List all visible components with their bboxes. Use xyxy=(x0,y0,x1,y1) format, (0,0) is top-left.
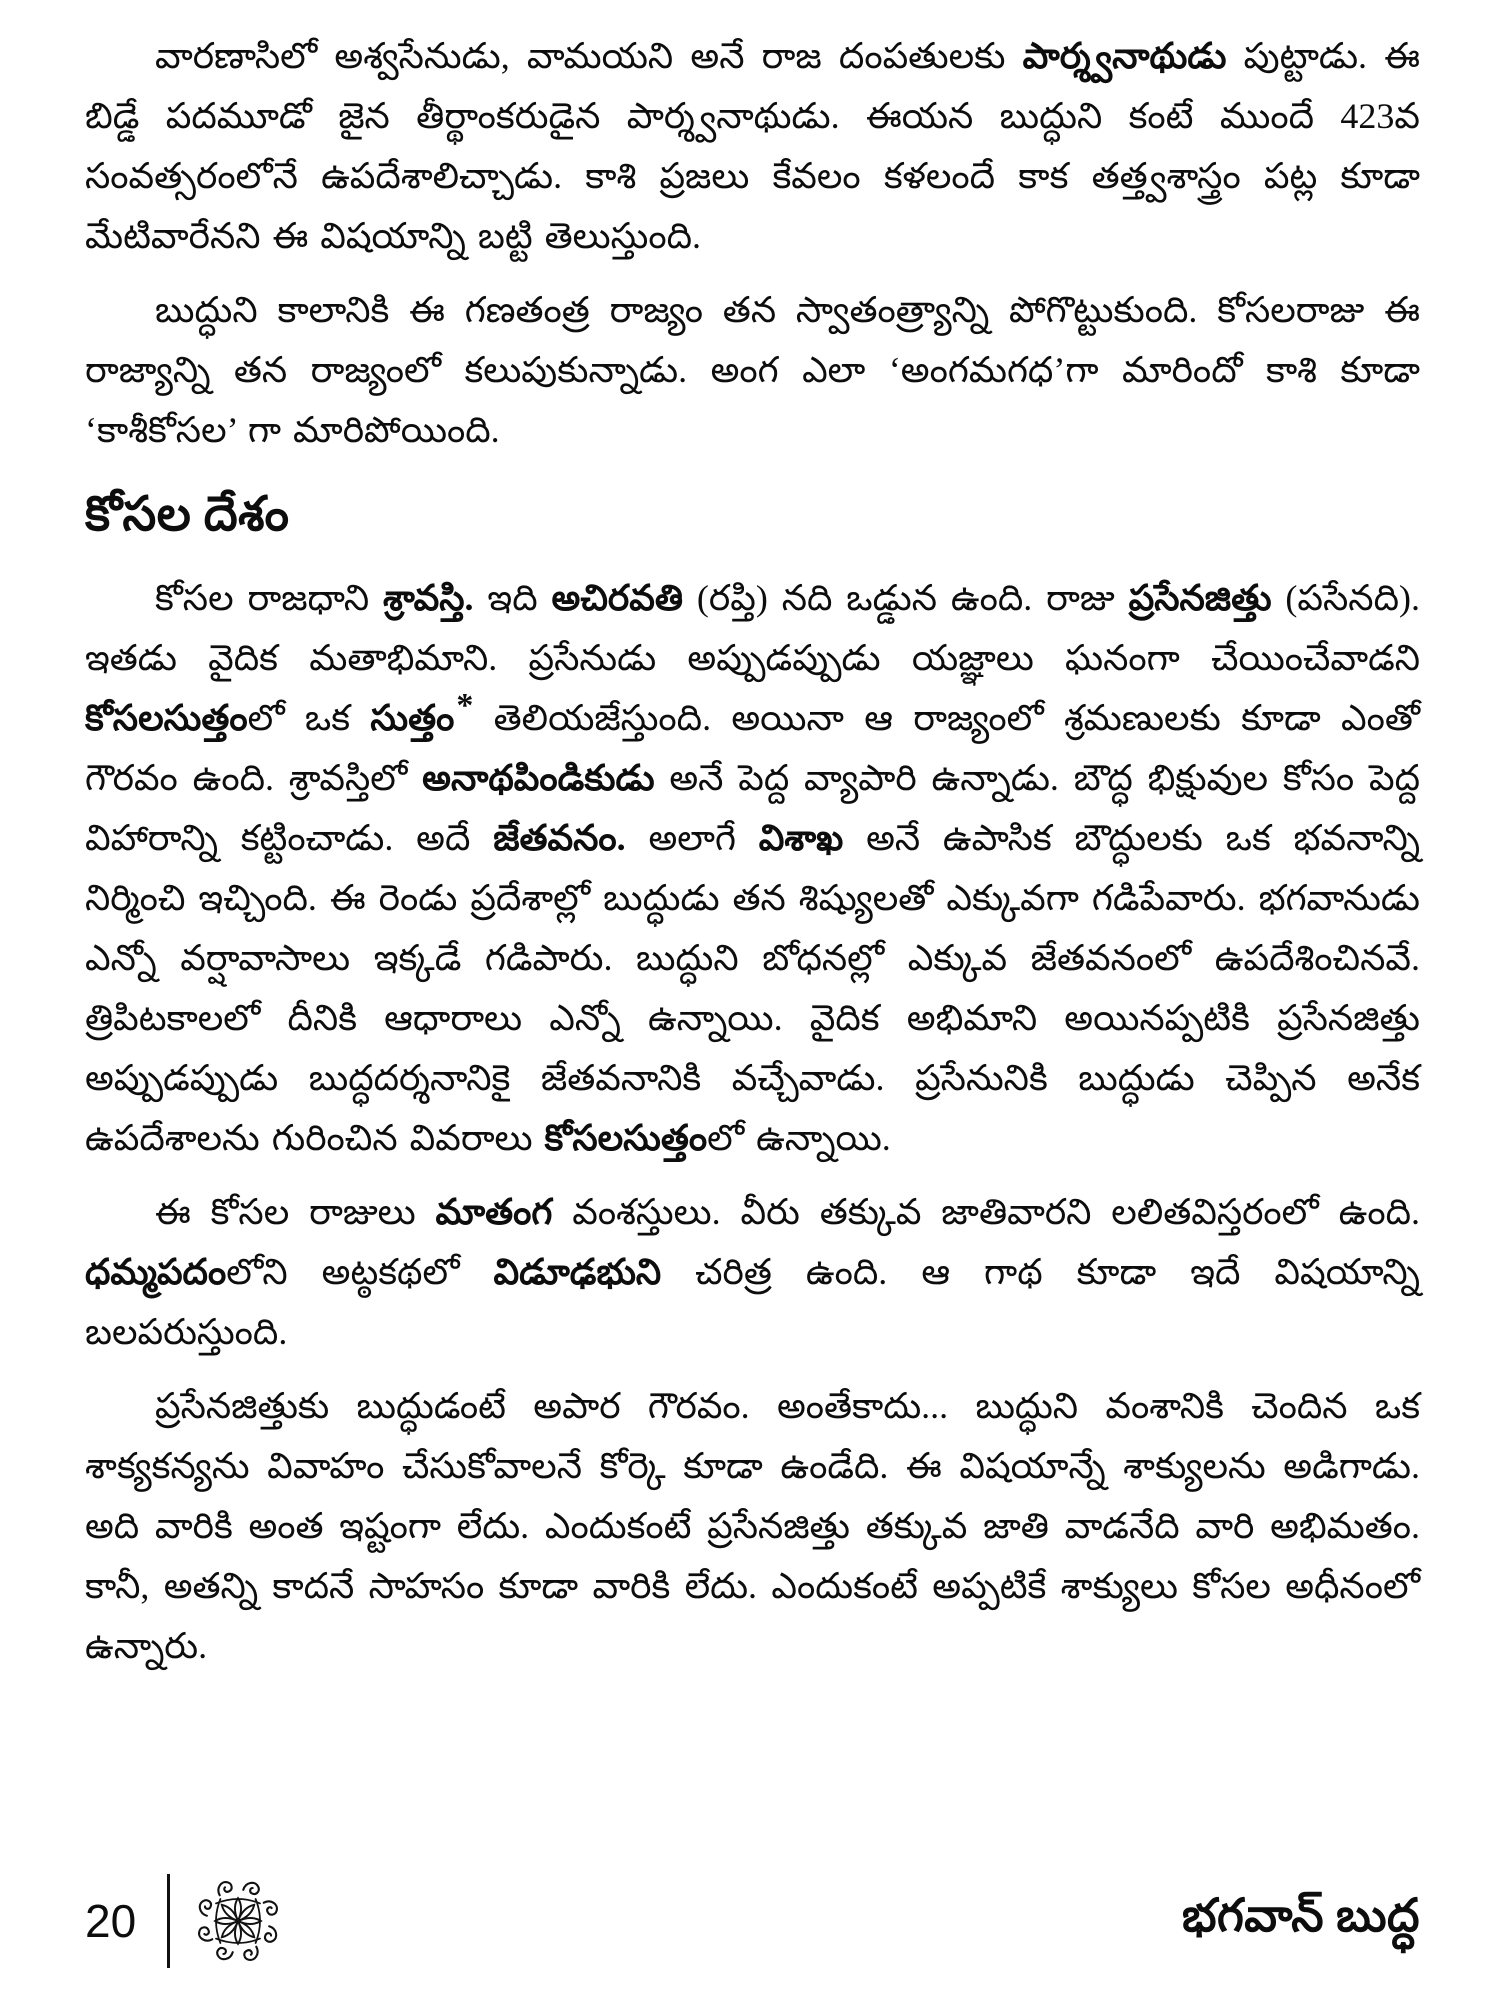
text-run: వారణాసిలో అశ్వసేనుడు, వామయని అనే రాజ దంపతులకు xyxy=(155,36,1023,76)
text-run: బుద్ధుని కాలానికి ఈ గణతంత్ర రాజ్యం తన స్వాతంత్ర్యాన్ని పోగొట్టుకుంది. కోసలరాజు ఈ రాజ్యాన్ని తన రాజ్యంలో కలుపుకున్నాడు. అంగ ఎలా ‘అంగమగధ’గా మారిందో కాశి కూడా ‘కాశీకోసల’ గా మారిపోయింది. xyxy=(85,290,1420,450)
text-run: వంశస్తులు. వీరు తక్కువ జాతివారని లలితవిస్తరంలో ఉంది. xyxy=(552,1192,1420,1232)
text-run: పుట్టాడు. ఈ బిడ్డే పదమూడో జైన తీర్థాంకరుడైన పార్శ్వనాథుడు. ఈయన బుద్ధుని కంటే ముందే 423వ సంవత్సరంలోనే ఉపదేశాలిచ్చాడు. కాశి ప్రజలు కేవలం కళలందే కాక తత్త్వశాస్త్రం పట్ల కూడా మేటివారేనని ఈ విషయాన్ని బట్టి తెలుస్తుంది. xyxy=(85,36,1420,256)
body-paragraph xyxy=(85,1182,1420,1362)
page-number: 20 xyxy=(85,1895,137,1947)
ornament-flower-icon xyxy=(194,1877,282,1965)
footer-book-title: భగవాన్ బుద్ధ xyxy=(1181,1889,1420,1941)
body-paragraph xyxy=(85,280,1420,460)
page-footer xyxy=(85,1866,1420,1976)
text-run: అనే పెద్ద వ్యాపారి ఉన్నాడు. బౌద్ధ భిక్షువుల కోసం పెద్ద విహారాన్ని కట్టించాడు. అదే xyxy=(85,758,1420,858)
emphasized-text-run: కోసలసుత్తం xyxy=(85,698,248,738)
emphasized-text-run: అచిరవతి xyxy=(551,578,684,618)
page-body xyxy=(85,26,1420,1676)
text-run: అనే ఉపాసిక బౌద్ధులకు ఒక భవనాన్ని నిర్మించి ఇచ్చింది. ఈ రెండు ప్రదేశాల్లో బుద్ధుడు తన శిష్యులతో ఎక్కువగా గడిపేవారు. భగవానుడు ఎన్నో వర్షావాసాలు ఇక్కడే గడిపారు. బుద్ధుని బోధనల్లో ఎక్కువ జేతవనంలో ఉపదేశించినవే. త్రిపిటకాలలో దీనికి ఆధారాలు ఎన్నో ఉన్నాయి. వైదిక అభిమాని అయినప్పటికి ప్రసేనజిత్తు అప్పుడప్పుడు బుద్ధదర్శనానికై జేతవనానికి వచ్చేవాడు. ప్రసేనునికి బుద్ధుడు చెప్పిన అనేక ఉపదేశాలను గురించిన వివరాలు xyxy=(85,818,1420,1158)
text-run: (పసేనది). ఇతడు వైదిక మతాభిమాని. ప్రసేనుడు అప్పుడప్పుడు యజ్ఞాలు ఘనంగా చేయించేవాడని xyxy=(85,578,1420,678)
section-heading: కోసల దేశం xyxy=(85,488,290,541)
emphasized-text-run: జేతవనం. xyxy=(493,818,626,858)
body-paragraph xyxy=(85,568,1420,1168)
text-run: చరిత్ర ఉంది. ఆ గాథ కూడా ఇదే విషయాన్ని బలపరుస్తుంది. xyxy=(85,1252,1420,1352)
text-run: ఇది xyxy=(473,578,552,618)
text-run: (రప్తి) నది ఒడ్డున ఉంది. రాజు xyxy=(683,578,1129,618)
emphasized-text-run: సుత్తం xyxy=(370,698,455,738)
emphasized-text-run: కోసలసుత్తం xyxy=(544,1118,708,1158)
emphasized-text-run: అనాథపిండికుడు xyxy=(422,758,655,798)
emphasized-text-run: మాతంగ xyxy=(435,1192,553,1232)
emphasized-text-run: పార్శ్వనాథుడు xyxy=(1022,36,1227,76)
body-paragraph xyxy=(85,1376,1420,1676)
text-run: లో ఉన్నాయి. xyxy=(707,1118,891,1158)
emphasized-text-run: శ్రావస్తి. xyxy=(383,578,474,618)
footer-divider-rule xyxy=(167,1874,170,1968)
text-run: ఈ కోసల రాజులు xyxy=(155,1192,436,1232)
text-run: లోని అట్ఠకథలో xyxy=(226,1252,494,1292)
emphasized-text-run: ప్రసేనజిత్తు xyxy=(1128,578,1272,618)
text-run: తెలియజేస్తుంది. అయినా ఆ రాజ్యంలో శ్రమణులకు కూడా ఎంతో గౌరవం ఉంది. శ్రావస్తిలో xyxy=(85,698,1420,798)
text-run: లో ఒక xyxy=(247,698,371,738)
emphasized-text-run: విశాఖ xyxy=(758,818,844,858)
text-run: కోసల రాజధాని xyxy=(155,578,384,618)
footnote-asterisk: * xyxy=(456,687,474,724)
body-paragraph xyxy=(85,26,1420,266)
text-run: అలాగే xyxy=(625,818,759,858)
text-run: ప్రసేనజిత్తుకు బుద్ధుడంటే అపార గౌరవం. అంతేకాదు... బుద్ధుని వంశానికి చెందిన ఒక శాక్యకన్యను వివాహం చేసుకోవాలనే కోర్కె కూడా ఉండేది. ఈ విషయాన్నే శాక్యులను అడిగాడు. అది వారికి అంత ఇష్టంగా లేదు. ఎందుకంటే ప్రసేనజిత్తు తక్కువ జాతి వాడనేది వారి అభిమతం. కానీ, అతన్ని కాదనే సాహసం కూడా వారికి లేదు. ఎందుకంటే అప్పటికే శాక్యులు కోసల అధీనంలో ఉన్నారు. xyxy=(85,1386,1420,1666)
emphasized-text-run: విడూఢభుని xyxy=(493,1252,662,1292)
emphasized-text-run: ధమ్మపదం xyxy=(85,1252,227,1292)
